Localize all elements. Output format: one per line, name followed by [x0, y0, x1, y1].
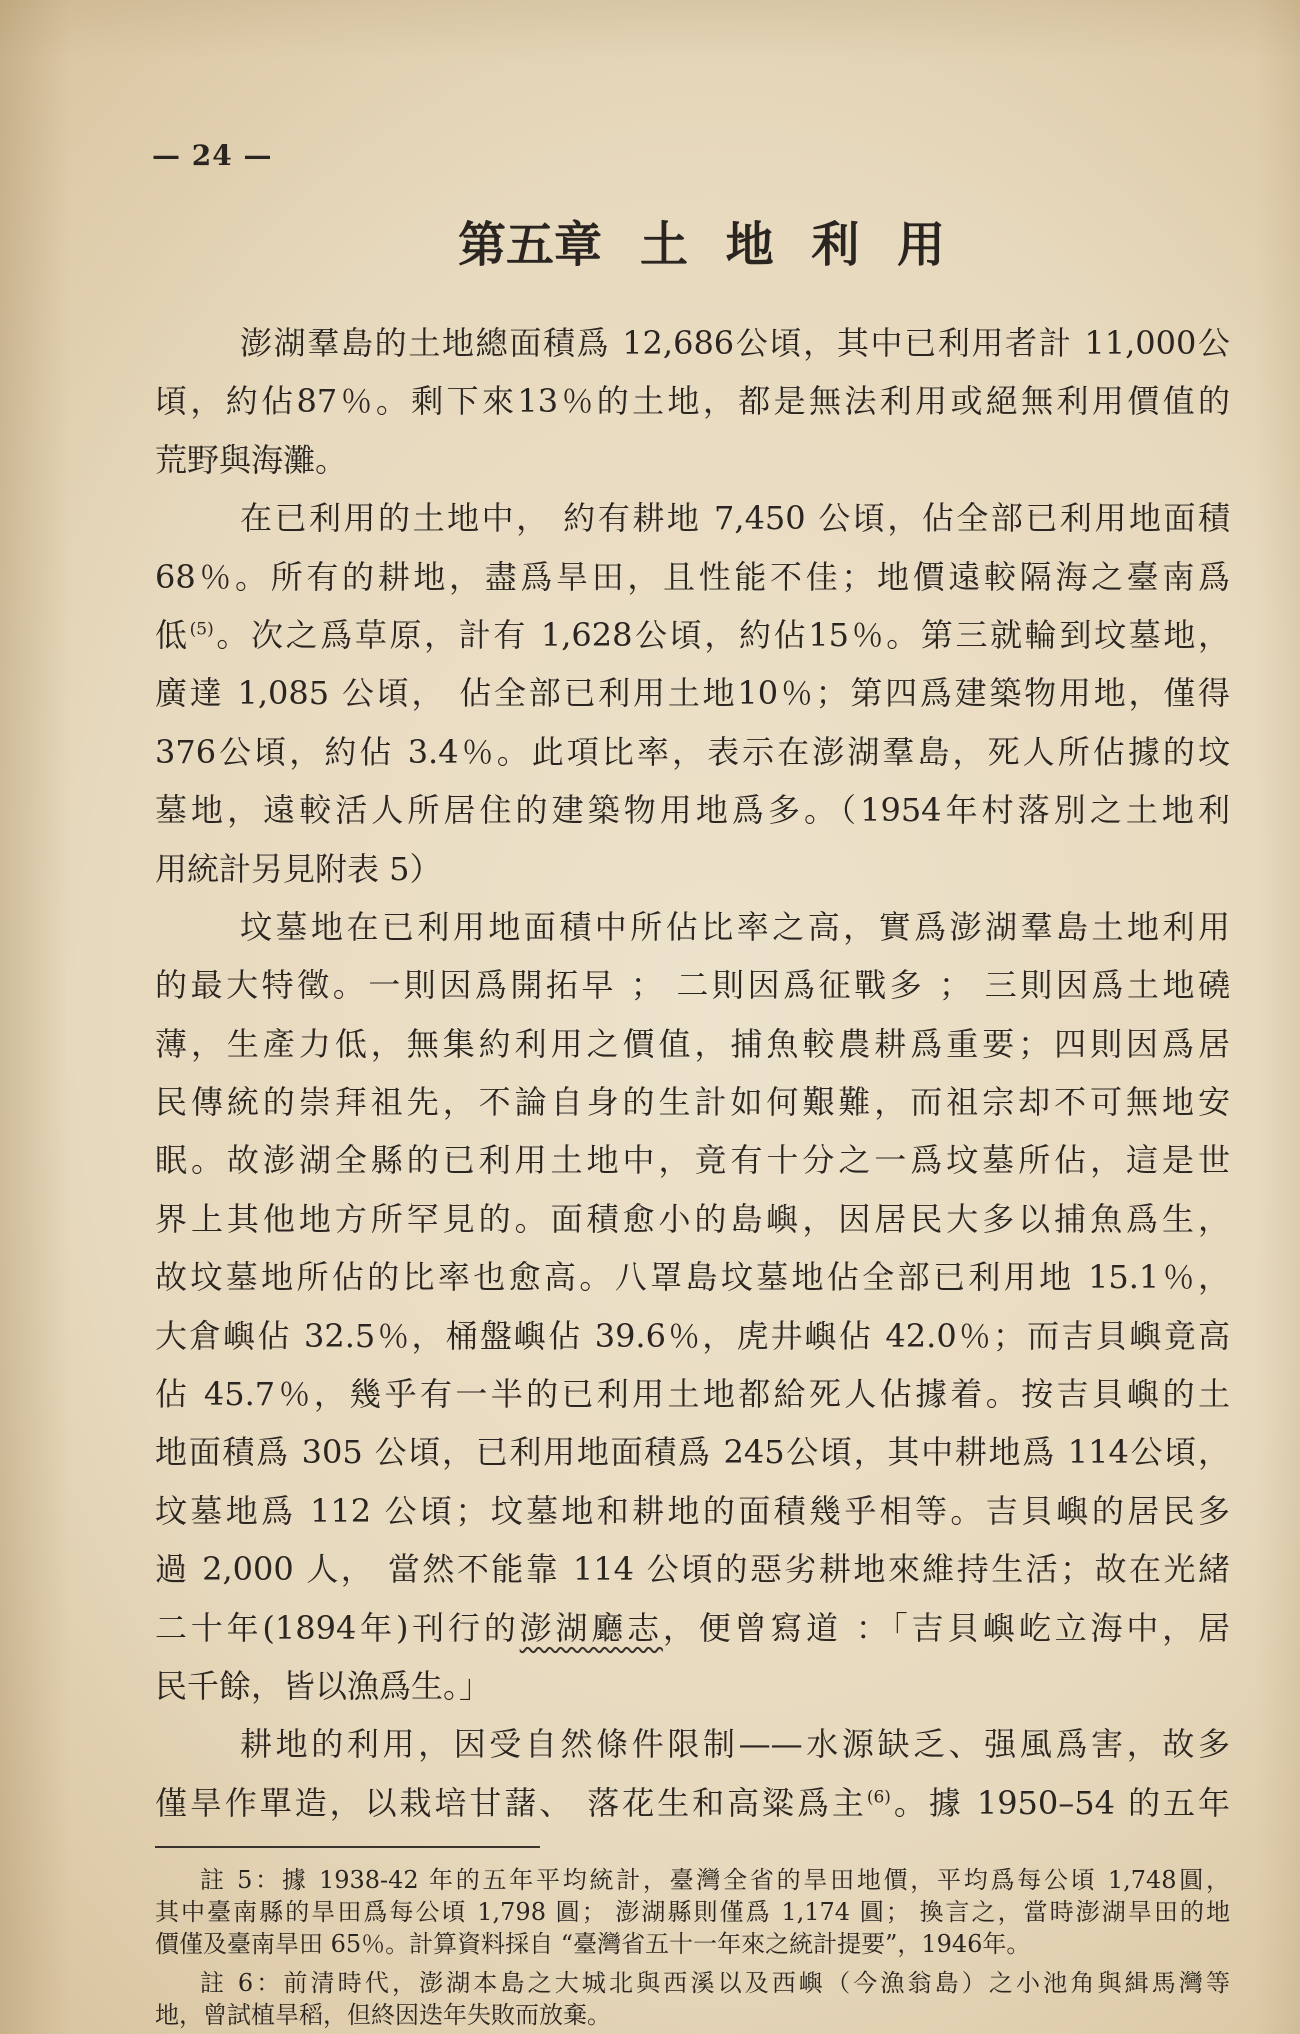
paragraph: [155, 898, 1230, 1715]
footnote-ref: (6): [866, 1787, 891, 1808]
text-line: 墓地，遠較活人所居住的建築物用地爲多。（1954年村落別之土地利: [155, 791, 1230, 830]
text-line: 68％。所有的耕地，盡爲旱田，且性能不佳；地價遠較隔海之臺南爲: [155, 557, 1230, 596]
text-segment: ，便曾寫道 ：「吉貝嶼屹立海中，居: [662, 1608, 1230, 1647]
text-line: [155, 606, 1230, 664]
paragraph: [155, 1715, 1230, 1832]
text-line: 佔 45.7％，幾乎有一半的已利用土地都給死人佔據着。按吉貝嶼的土: [155, 1375, 1230, 1414]
text-line: 荒野與海灘。: [155, 440, 348, 479]
footnote: [155, 1864, 1230, 1960]
text-line: 的最大特徵。一則因爲開拓早 ； 二則因爲征戰多 ； 三則因爲土地磽: [155, 966, 1230, 1005]
text-segment: 二十年(1894年)刊行的: [155, 1608, 520, 1647]
body-text: [155, 314, 1230, 1832]
text-segment: 僅旱作單造，以栽培甘藷、 落花生和高粱爲主: [155, 1783, 867, 1822]
footnote-line: 價僅及臺南旱田 65％。計算資料採自 “臺灣省五十一年來之統計提要”，1946年。: [155, 1930, 1031, 1958]
text-line: 用統計另見附表 5）: [155, 849, 442, 888]
text-line: 澎湖羣島的土地總面積爲 12,686公頃，其中已利用者計 11,000公: [240, 324, 1230, 362]
text-line: 大倉嶼佔 32.5％，桶盤嶼佔 39.6％，虎井嶼佔 42.0％；而吉貝嶼竟高: [155, 1316, 1230, 1355]
text-line: 在已利用的土地中， 約有耕地 7,450 公頃，佔全部已利用地面積: [240, 499, 1230, 538]
footnotes: [155, 1864, 1230, 2031]
text-line: 民千餘，皆以漁爲生。」: [155, 1666, 492, 1705]
text-line: 坟墓地在已利用地面積中所佔比率之高，實爲澎湖羣島土地利用: [240, 907, 1230, 946]
text-line: 坟墓地爲 112 公頃；坟墓地和耕地的面積幾乎相等。吉貝嶼的居民多: [155, 1491, 1230, 1530]
footnote-divider: [155, 1846, 540, 1848]
text-line: 故坟墓地所佔的比率也愈高。八罩島坟墓地佔全部已利用地 15.1％，: [155, 1258, 1230, 1297]
text-line: 376公頃，約佔 3.4％。此項比率，表示在澎湖羣島，死人所佔據的坟: [155, 732, 1230, 771]
text-line: 界上其他地方所罕見的。面積愈小的島嶼，因居民大多以捕魚爲生，: [155, 1199, 1230, 1238]
text-segment: 低: [155, 615, 190, 654]
text-line: 薄，生產力低，無集約利用之價值，捕魚較農耕爲重要；四則因爲居: [155, 1024, 1230, 1063]
text-line: [155, 1774, 1230, 1832]
text-line: 過 2,000 人， 當然不能靠 114 公頃的惡劣耕地來維持生活；故在光緒: [155, 1550, 1230, 1589]
chapter-number: 第五章: [458, 217, 603, 273]
book-title-mark: 澎湖廳志: [519, 1608, 663, 1647]
footnote: [155, 1967, 1230, 2031]
text-line: 廣達 1,085 公頃， 佔全部已利用土地10％；第四爲建築物用地，僅得: [155, 674, 1230, 713]
footnote-line: 其中臺南縣的旱田爲每公頃 1,798 圓； 澎湖縣則僅爲 1,174 圓； 換言之，當時澎湖旱田的地: [155, 1898, 1230, 1926]
chapter-title: 土 地 利 用: [640, 217, 945, 273]
text-line: [155, 1599, 1230, 1657]
chapter-heading: [458, 212, 948, 278]
text-line: 頃，約佔87％。剩下來13％的土地，都是無法利用或絕無利用價值的: [155, 382, 1230, 421]
text-segment: 。據 1950–54 的五年: [890, 1783, 1230, 1822]
footnote-line: 註 5：據 1938-42 年的五年平均統計，臺灣全省的旱田地價，平均爲每公頃 1,748圓，: [200, 1866, 1230, 1894]
text-line: 民傳統的崇拜祖先，不論自身的生計如何艱難，而祖宗却不可無地安: [155, 1083, 1230, 1122]
text-line: 耕地的利用，因受自然條件限制——水源缺乏、强風爲害，故多: [240, 1725, 1230, 1764]
text-line: 地面積爲 305 公頃，已利用地面積爲 245公頃，其中耕地爲 114公頃，: [155, 1433, 1230, 1472]
footnote-line: 地，曾試植旱稻，但終因迭年失敗而放棄。: [155, 2001, 611, 2029]
footnote-ref: (5): [189, 619, 214, 640]
text-segment: 。次之爲草原，計有 1,628公頃，約佔15％。第三就輪到坟墓地，: [213, 615, 1230, 654]
footnote-line: 註 6：前清時代，澎湖本島之大城北與西溪以及西嶼（今漁翁島）之小池角與緝馬灣等: [200, 1969, 1230, 1997]
page-number: — 24 —: [152, 139, 273, 172]
paragraph: [155, 314, 1230, 489]
text-line: 眠。故澎湖全縣的已利用土地中，竟有十分之一爲坟墓所佔，這是世: [155, 1141, 1230, 1180]
paragraph: [155, 489, 1230, 898]
